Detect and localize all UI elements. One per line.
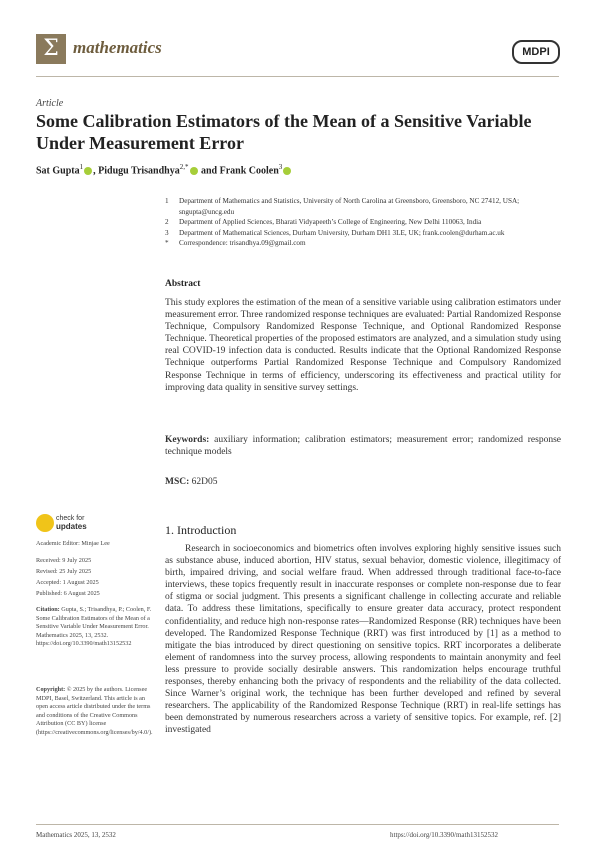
author-affil-sup: 1	[79, 163, 84, 171]
keywords-text: auxiliary information; calibration estimators; measurement error; randomized response technique models	[165, 435, 561, 458]
orcid-icon[interactable]	[190, 167, 198, 175]
author-affil-sup: 2,*	[179, 163, 189, 171]
accepted-date: Accepted: 1 August 2025	[36, 579, 99, 586]
affiliation: 2 Department of Applied Sciences, Bharati Vidyapeeth’s College of Engineering, New Delhi 110063, India	[165, 218, 482, 226]
revised-date: Revised: 25 July 2025	[36, 568, 92, 575]
citation: Citation: Gupta, S.; Trisandhya, P.; Coolen, F. Some Calibration Estimators of the Mean of a Sensitive Variable Under Measurement Error. Mathematics 2025, 13, 2532. https://doi.org/10.3390/math13152532	[36, 606, 152, 648]
check-updates-icon[interactable]	[36, 514, 54, 532]
intro-text: Research in socioeconomics and biometrics often involves exploring highly sensitive issues such as substance abuse, induced abortion, HIV status, sexual behavior, domestic violence, illegitimacy of birth, impaired driving, and social welfare fraud. When addressed through traditional face-to-face interviews, these topics frequently result in inaccurate responses or complete non-response due to fear of stigma or social judgment. This presents a significant challenge in collecting accurate and reliable data. To address these limitations, specifically to ensure greater data accuracy, protect respondent confidentiality, and reduce high non-response rates—Randomized Response (RR) techniques have been developed. The Randomized Response Technique (RRT) was first introduced by [1] as a method to mitigate the bias introduced by direct questioning on sensitive topics. RRT incorporates a deliberate element of randomness into the survey process, allowing respondents to maintain anonymity and feel less pressure to provide socially desirable answers. This randomization helps encourage truthful responses, thereby enhancing both the privacy of respondents and the reliability of the data collected. Since Warner’s original work, the technique has been further developed and refined by several researchers. The applicability of the Randomized Response Technique (RRT) in real-life settings has been demonstrated by numerous researchers across a variety of sensitive topics. For example, ref. [2] investigated	[165, 544, 561, 736]
abstract-heading: Abstract	[165, 279, 201, 289]
journal-name[interactable]: mathematics	[73, 38, 162, 57]
affiliation: * Correspondence: trisandhya.09@gmail.com	[165, 239, 306, 247]
keywords-label: Keywords:	[165, 435, 210, 445]
copyright: Copyright: © 2025 by the authors. Licensee MDPI, Basel, Switzerland. This article is an open access article distributed under the terms and conditions of the Creative Commons Attribution (CC BY) license (https://creativecommons.org/licenses/by/4.0/).	[36, 686, 153, 736]
academic-editor: Academic Editor: Minjae Lee	[36, 540, 110, 547]
keywords	[165, 434, 561, 458]
author-separator: and	[198, 165, 220, 177]
affiliation: 1 Department of Mathematics and Statistics, University of North Carolina at Greensboro, Greensboro, NC 27412, USA; sngupta@uncg.edu	[165, 197, 520, 216]
intro-heading: 1. Introduction	[165, 523, 237, 537]
received-date: Received: 9 July 2025	[36, 557, 92, 564]
author-separator: ,	[93, 165, 99, 177]
footer-doi[interactable]: https://doi.org/10.3390/math13152532	[390, 831, 498, 839]
orcid-icon[interactable]	[283, 167, 291, 175]
author-name[interactable]: Frank Coolen	[219, 165, 279, 177]
msc-text: 62D05	[189, 477, 218, 487]
check-updates-label[interactable]: check for updates	[56, 515, 87, 531]
article-title: Some Calibration Estimators of the Mean of a Sensitive Variable Under Measurement Error	[36, 111, 532, 153]
affiliation: 3 Department of Mathematical Sciences, Durham University, Durham DH1 3LE, UK; frank.coolen@durham.ac.uk	[165, 228, 505, 237]
footer-citation: Mathematics 2025, 13, 2532	[36, 831, 116, 839]
published-date: Published: 6 August 2025	[36, 590, 100, 597]
footer-rule	[36, 824, 559, 825]
author-name[interactable]: Sat Gupta	[36, 165, 80, 177]
msc	[165, 476, 561, 488]
article-type: Article	[36, 98, 64, 109]
journal-logo: Σ	[36, 34, 66, 64]
affiliations	[165, 196, 565, 249]
orcid-icon[interactable]	[84, 167, 92, 175]
author-name[interactable]: Pidugu Trisandhya	[98, 165, 180, 177]
publisher-logo[interactable]: MDPI	[512, 40, 560, 64]
author-list	[36, 163, 292, 176]
author-affil-sup: 3	[278, 163, 283, 171]
msc-label: MSC:	[165, 477, 190, 487]
header-rule	[36, 76, 559, 77]
abstract-text: This study explores the estimation of the mean of a sensitive variable using calibration estimators under measurement error. Three randomized response techniques are evaluated: Partial Randomized Response Technique, Compulsory Randomized Response Technique, and Optional Randomized Response Technique. Theoretical properties of the proposed estimators are analyzed, and a simulation study using real COVID-19 infection data is conducted. Results indicate that the Optional Randomized Response Technique outperforms Partial Randomized Response Technique and Compulsory Randomized Response Technique in terms of efficiency, underscoring its effectiveness and practical utility for improving data quality in sensitive survey settings.	[165, 298, 561, 393]
